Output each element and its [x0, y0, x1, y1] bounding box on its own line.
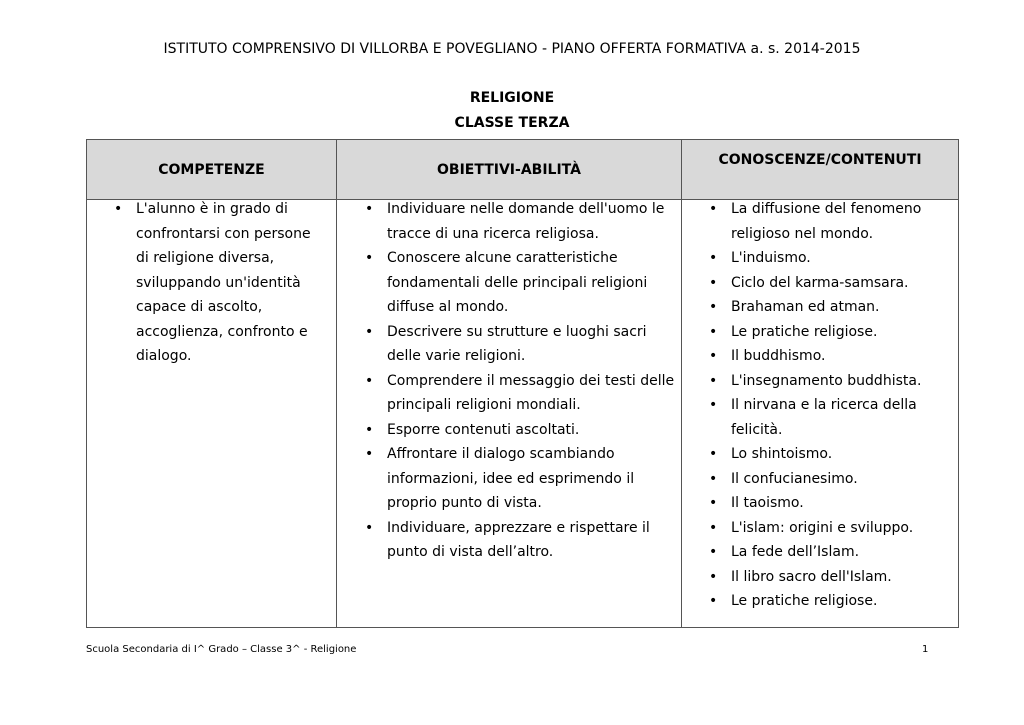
- list-item: • Individuare nelle domande dell'uomo le tracce di una ricerca religiosa.: [387, 197, 675, 246]
- class-title: CLASSE TERZA: [454, 115, 570, 131]
- list-item: • Comprendere il messaggio dei testi delle principali religioni mondiali.: [387, 369, 675, 418]
- list-item: • Le pratiche religiose.: [731, 320, 952, 345]
- list-item: • La diffusione del fenomeno religioso nel mondo.: [731, 197, 952, 246]
- list-item: • Il nirvana e la ricerca della felicità.: [731, 393, 952, 442]
- document-header: ISTITUTO COMPRENSIVO DI VILLORBA E POVEGLIANO - PIANO OFFERTA FORMATIVA a. s. 2014-2015: [163, 41, 861, 57]
- page-number: 1: [922, 644, 929, 655]
- list-item: • Descrivere su strutture e luoghi sacri delle varie religioni.: [387, 320, 675, 369]
- conoscenze-cell: [682, 200, 959, 628]
- list-item: • Il confucianesimo.: [731, 467, 952, 492]
- competenze-cell: [87, 200, 337, 628]
- subject-title: RELIGIONE: [469, 90, 555, 106]
- list-item: • Brahaman ed atman.: [731, 295, 952, 320]
- list-item: • Ciclo del karma-samsara.: [731, 271, 952, 296]
- column-header-competenze: COMPETENZE: [87, 140, 337, 200]
- list-item: • Affrontare il dialogo scambiando informazioni, idee ed esprimendo il proprio punto di vista.: [387, 442, 675, 516]
- list-item: • Individuare, apprezzare e rispettare il punto di vista dell’altro.: [387, 516, 675, 565]
- obiettivi-cell: [337, 200, 682, 628]
- list-item: • L'islam: origini e sviluppo.: [731, 516, 952, 541]
- competenze-list: [87, 197, 336, 369]
- obiettivi-list: [337, 197, 681, 565]
- list-item: • L'alunno è in grado di confrontarsi con persone di religione diversa, sviluppando un'identità capace di ascolto, accoglienza, confronto e dialogo.: [136, 197, 326, 369]
- list-item: • Esporre contenuti ascoltati.: [387, 418, 675, 443]
- list-item: • Il libro sacro dell'Islam.: [731, 565, 952, 590]
- list-item: • Il buddhismo.: [731, 344, 952, 369]
- conoscenze-list: [682, 197, 958, 614]
- list-item: • Lo shintoismo.: [731, 442, 952, 467]
- footer-text: Scuola Secondaria di I^ Grado – Classe 3^ - Religione: [86, 644, 357, 655]
- column-header-conoscenze: CONOSCENZE/CONTENUTI: [682, 140, 959, 200]
- list-item: • L'induismo.: [731, 246, 952, 271]
- list-item: • Il taoismo.: [731, 491, 952, 516]
- list-item: • Le pratiche religiose.: [731, 589, 952, 614]
- column-header-obiettivi: OBIETTIVI-ABILITÀ: [337, 140, 682, 200]
- list-item: • La fede dell’Islam.: [731, 540, 952, 565]
- list-item: • L'insegnamento buddhista.: [731, 369, 952, 394]
- curriculum-table: [86, 139, 959, 628]
- list-item: • Conoscere alcune caratteristiche fondamentali delle principali religioni diffuse al mondo.: [387, 246, 675, 320]
